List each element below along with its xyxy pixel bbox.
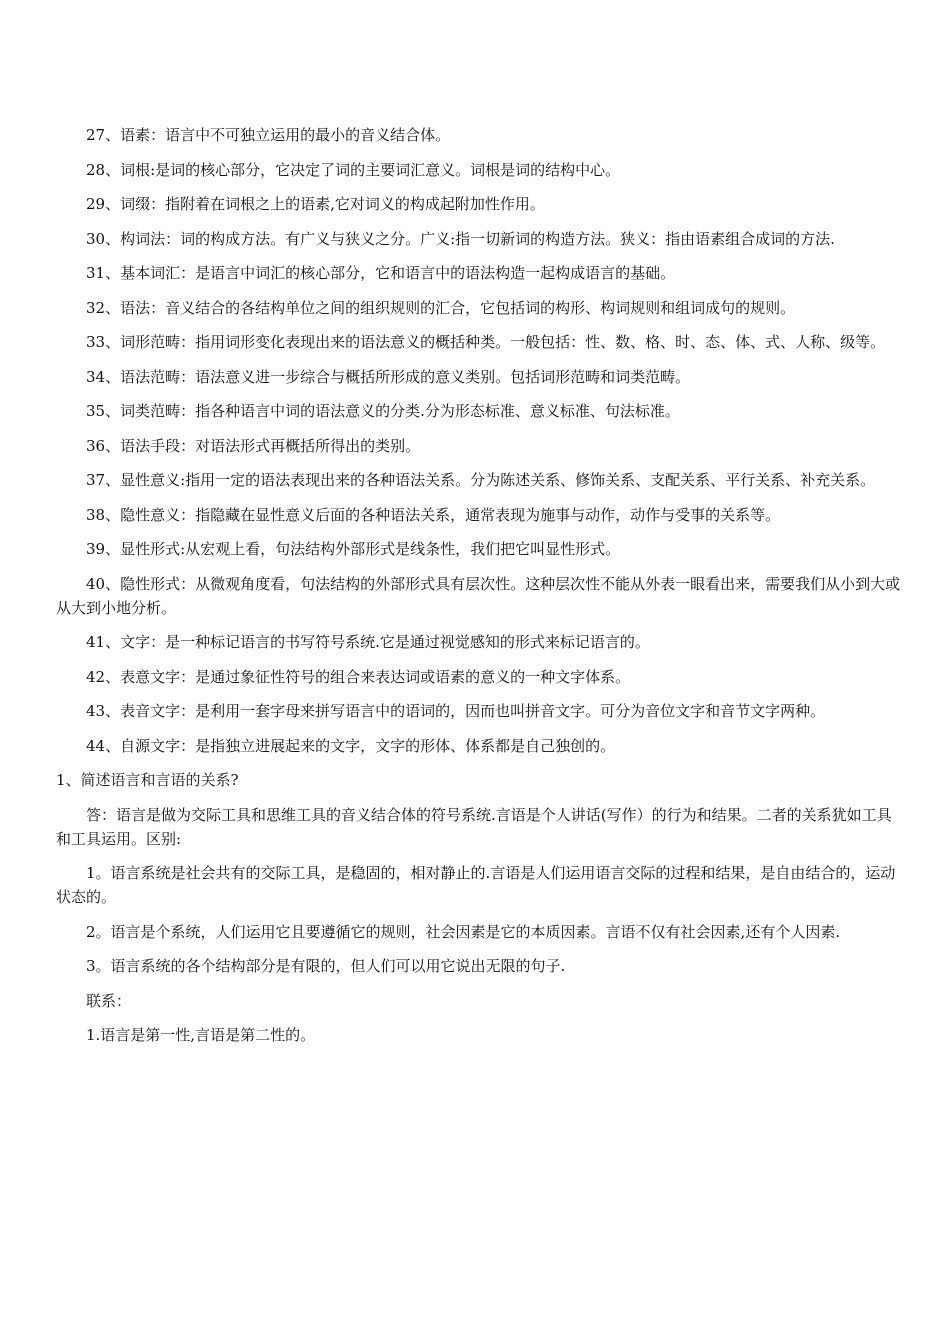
answer-paragraph: 2。语言是个系统，人们运用它且要遵循它的规则，社会因素是它的本质因素。言语不仅有社会因素,还有个人因素.: [86, 922, 841, 941]
definition-paragraph: 39、显性形式:从宏观上看，句法结构外部形式是线条性，我们把它叫显性形式。: [86, 540, 621, 558]
definition-paragraph: 38、隐性意义：指隐藏在显性意义后面的各种语法关系，通常表现为施事与动作，动作与受事的关系等。: [86, 505, 781, 524]
definition-paragraph: 41、文字：是一种标记语言的书写符号系统.它是通过视觉感知的形式来标记语言的。: [86, 633, 650, 651]
answer-paragraph: 3。语言系统的各个结构部分是有限的，但人们可以用它说出无限的句子.: [86, 957, 566, 975]
answer-paragraph: 答：语言是做为交际工具和思维工具的音义结合体的符号系统.言语是个人讲话(写作）的行为和结果。二者的关系犹如工具和工具运用。区别:: [56, 805, 892, 848]
definition-paragraph: 33、词形范畴：指用词形变化表现出来的语法意义的概括种类。一般包括：性、数、格、时、态、体、式、人称、级等。: [86, 333, 886, 351]
definition-paragraph: 35、词类范畴：指各种语言中词的语法意义的分类.分为形态标准、意义标准、句法标准。: [86, 402, 680, 420]
definition-paragraph: 30、构词法：词的构成方法。有广义与狭义之分。广义:指一切新词的构造方法。狭义：指由语素组合成词的方法.: [86, 229, 835, 248]
definition-paragraph: 28、词根:是词的核心部分，它决定了词的主要词汇意义。词根是词的结构中心。: [86, 160, 621, 179]
definition-paragraph: 40、隐性形式：从微观角度看，句法结构的外部形式具有层次性。这种层次性不能从外表一眼看出来，需要我们从小到大或从大到小地分析。: [56, 574, 901, 617]
definition-paragraph: 36、语法手段：对语法形式再概括所得出的类别。: [86, 436, 421, 455]
document-body: [56, 123, 906, 1047]
answer-paragraph: 联系：: [86, 991, 132, 1010]
question-heading: 1、简述语言和言语的关系?: [56, 771, 239, 789]
definition-paragraph: 43、表音文字：是利用一套字母来拼写语言中的语词的，因而也叫拼音文字。可分为音位文字和音节文字两种。: [86, 702, 826, 720]
definition-paragraph: 44、自源文字：是指独立进展起来的文字，文字的形体、体系都是自己独创的。: [86, 736, 616, 755]
definition-paragraph: 32、语法：音义结合的各结构单位之间的组织规则的汇合，它包括词的构形、构词规则和组词成句的规则。: [86, 298, 796, 317]
answer-paragraph: 1.语言是第一性,言语是第二性的。: [86, 1026, 316, 1044]
definition-paragraph: 34、语法范畴：语法意义进一步综合与概括所形成的意义类别。包括词形范畴和词类范畴。: [86, 367, 691, 386]
definition-paragraph: 27、语素：语言中不可独立运用的最小的音义结合体。: [86, 126, 451, 144]
definition-paragraph: 37、显性意义:指用一定的语法表现出来的各种语法关系。分为陈述关系、修饰关系、支配关系、平行关系、补充关系。: [86, 471, 876, 489]
answer-paragraph: 1。语言系统是社会共有的交际工具，是稳固的，相对静止的.言语是人们运用语言交际的过程和结果，是自由结合的，运动状态的。: [56, 864, 896, 906]
definition-paragraph: 29、词缀：指附着在词根之上的语素,它对词义的构成起附加性作用。: [86, 195, 545, 213]
definition-paragraph: 42、表意文字：是通过象征性符号的组合来表达词或语素的意义的一种文字体系。: [86, 667, 631, 686]
definition-paragraph: 31、基本词汇：是语言中词汇的核心部分，它和语言中的语法构造一起构成语言的基础。: [86, 264, 676, 282]
